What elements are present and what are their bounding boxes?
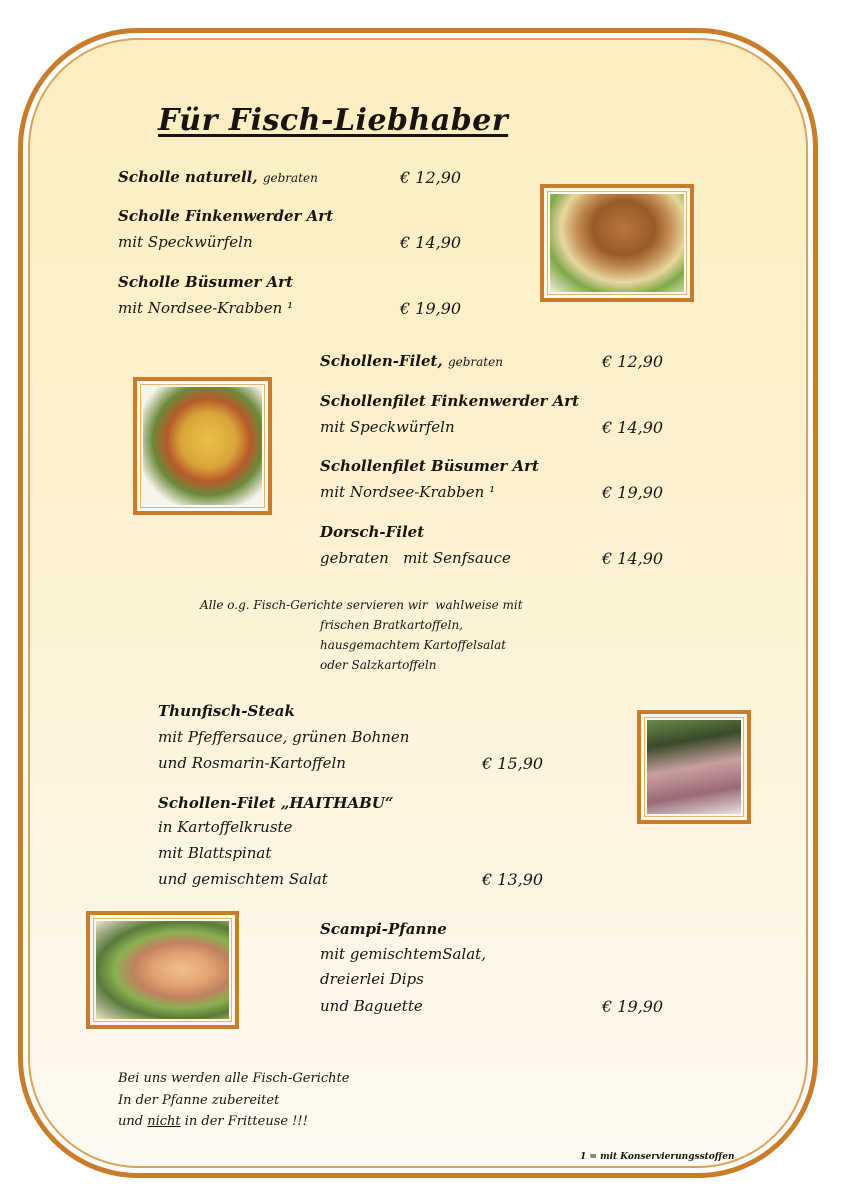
item-desc: dreierlei Dips: [320, 970, 424, 988]
price: € 13,90: [482, 870, 544, 889]
sides-note-line: Alle o.g. Fisch-Gerichte servieren wir wahlweise mit: [200, 598, 523, 612]
item-desc: gebraten mit Senfsauce: [320, 549, 511, 567]
item-desc: und gemischtem Salat: [158, 870, 328, 888]
food-image: [96, 921, 229, 1019]
item-scholle-buesumer: Scholle Büsumer Art: [118, 273, 293, 291]
item-desc: mit Blattspinat: [158, 844, 272, 862]
item-schollenfilet-buesumer: Schollenfilet Büsumer Art: [320, 457, 539, 475]
item-thunfisch-steak: Thunfisch-Steak: [158, 702, 295, 720]
item-desc: mit Speckwürfeln: [118, 233, 253, 251]
footer-text: in der Fritteuse !!!: [180, 1114, 308, 1129]
price: € 19,90: [602, 483, 664, 502]
item-sub: gebraten: [262, 171, 318, 185]
photo-plaice-filet: [133, 377, 272, 515]
footer-line: Bei uns werden alle Fisch-Gerichte: [118, 1071, 350, 1086]
sides-note-line: hausgemachtem Kartoffelsalat: [320, 638, 507, 652]
food-image: [550, 194, 684, 292]
price: € 14,90: [400, 233, 462, 252]
item-desc: mit Pfeffersauce, grünen Bohnen: [158, 728, 410, 746]
item-desc: mit gemischtemSalat,: [320, 945, 486, 963]
page-title: Für Fisch-Liebhaber: [158, 103, 509, 138]
sides-note-line: oder Salzkartoffeln: [320, 658, 437, 672]
footer-emphasis: nicht: [147, 1114, 181, 1129]
item-dorsch-filet: Dorsch-Filet: [320, 523, 425, 541]
price: € 19,90: [602, 997, 664, 1016]
price: € 19,90: [400, 299, 462, 318]
price: € 12,90: [400, 168, 462, 187]
price: € 12,90: [602, 352, 664, 371]
item-desc: und Baguette: [320, 997, 423, 1015]
sides-note-line: frischen Bratkartoffeln,: [320, 618, 463, 632]
item-desc: mit Nordsee-Krabben ¹: [320, 483, 496, 501]
food-image: [647, 720, 741, 814]
footnote: 1 = mit Konservierungsstoffen: [580, 1152, 735, 1162]
price: € 14,90: [602, 418, 664, 437]
photo-scampi: [86, 911, 239, 1029]
price: € 14,90: [602, 549, 664, 568]
item-schollen-filet: [320, 352, 503, 370]
item-desc: und Rosmarin-Kartoffeln: [158, 754, 346, 772]
item-sub: gebraten: [447, 355, 503, 369]
food-image: [143, 387, 262, 505]
item-name: Schollen-Filet,: [320, 352, 443, 370]
footer-line: [118, 1114, 308, 1129]
item-schollenfilet-finkenwerder: Schollenfilet Finkenwerder Art: [320, 392, 580, 410]
item-name: Scholle naturell,: [118, 168, 258, 186]
item-schollen-filet-haithabu: Schollen-Filet „HAITHABU“: [158, 794, 394, 812]
photo-tuna-steak: [637, 710, 751, 824]
item-desc: mit Speckwürfeln: [320, 418, 455, 436]
item-desc: mit Nordsee-Krabben ¹: [118, 299, 294, 317]
item-scampi-pfanne: Scampi-Pfanne: [320, 920, 447, 938]
footer-line: In der Pfanne zubereitet: [118, 1093, 280, 1108]
price: € 15,90: [482, 754, 544, 773]
photo-plaice-finkenwerder: [540, 184, 694, 302]
item-scholle-finkenwerder: Scholle Finkenwerder Art: [118, 207, 334, 225]
footer-text: und: [118, 1114, 148, 1129]
item-desc: in Kartoffelkruste: [158, 818, 293, 836]
item-scholle-naturell: [118, 168, 318, 186]
